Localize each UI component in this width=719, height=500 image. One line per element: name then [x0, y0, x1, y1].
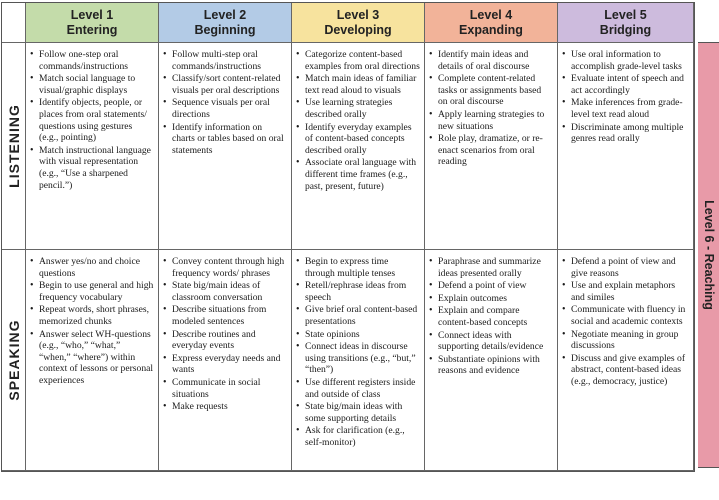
descriptor-item: • Ask for clarification (e.g., self-monitor) [294, 425, 420, 448]
level-header-4 [425, 3, 558, 43]
level-subtitle: Developing [324, 22, 392, 37]
descriptor-item: • Repeat words, short phrases, memorized chunks [28, 304, 154, 327]
descriptor-item: • Follow multi-step oral commands/instructions [161, 49, 287, 72]
descriptor-item: • Answer yes/no and choice questions [28, 256, 154, 279]
descriptor-item: • Begin to use general and high frequency vocabulary [28, 280, 154, 303]
level-subtitle: Beginning [194, 22, 256, 37]
descriptor-item: • Evaluate intent of speech and act accordingly [560, 73, 689, 96]
descriptor-item: • Categorize content-based examples from oral directions [294, 49, 420, 72]
descriptor-item: • Convey content through high frequency words/ phrases [161, 256, 287, 279]
descriptor-item: • Substantiate opinions with reasons and evidence [427, 354, 553, 377]
descriptor-item: • Describe routines and everyday events [161, 329, 287, 352]
level-title: Level 1 [70, 7, 114, 22]
level-title: Level 5 [604, 7, 647, 22]
descriptor-item: • Classify/sort content-related visuals per oral descriptions [161, 73, 287, 96]
descriptor-cell [26, 250, 159, 471]
descriptor-item: • Communicate with fluency in social and academic contexts [560, 304, 689, 327]
descriptor-item: • Begin to express time through multiple tenses [294, 256, 420, 279]
descriptor-item: • Answer select WH-questions (e.g., “who,” “what,” “when,” “where”) within context of lessons or personal experiences [28, 329, 154, 387]
level-header-2 [159, 3, 292, 43]
descriptor-item: • Give brief oral content-based presentations [294, 304, 420, 327]
descriptor-item: • Identify main ideas and details of oral discourse [427, 49, 553, 72]
descriptor-item: • Match instructional language with visual representation (e.g., “Use a sharpened pencil.”) [28, 145, 154, 191]
descriptor-item: • State big/main ideas with some supporting details [294, 401, 420, 424]
row-header-listening [2, 43, 26, 250]
level-header-1 [26, 3, 159, 43]
descriptor-item: • Paraphrase and summarize ideas presented orally [427, 256, 553, 279]
descriptor-item: • Negotiate meaning in group discussions [560, 329, 689, 352]
level-header-5 [558, 3, 694, 43]
level-title: Level 2 [203, 7, 247, 22]
descriptor-item: • Explain and compare content-based concepts [427, 305, 553, 328]
descriptor-item: • Make requests [161, 401, 287, 413]
descriptor-item: • Identify objects, people, or places from oral statements/ questions using gestures (e.g., pointing) [28, 97, 154, 143]
descriptor-item: • Use different registers inside and outside of class [294, 377, 420, 400]
descriptor-cell [292, 250, 425, 471]
descriptor-list [161, 256, 287, 413]
descriptor-list [294, 256, 420, 449]
level-subtitle: Bridging [599, 22, 652, 37]
descriptor-item: • Describe situations from modeled sentences [161, 304, 287, 327]
descriptor-item: • State big/main ideas of classroom conversation [161, 280, 287, 303]
descriptor-cell [292, 43, 425, 250]
descriptor-item: • Discuss and give examples of abstract, content-based ideas (e.g., democracy, justice) [560, 353, 689, 388]
level-header-3 [292, 3, 425, 43]
descriptor-list [294, 49, 420, 192]
descriptor-item: • Sequence visuals per oral directions [161, 97, 287, 120]
descriptor-item: • Explain outcomes [427, 293, 553, 305]
row-label: SPEAKING [5, 319, 22, 401]
descriptor-item: • Defend a point of view and give reasons [560, 256, 689, 279]
descriptor-cell [159, 43, 292, 250]
descriptor-item: • Use and explain metaphors and similes [560, 280, 689, 303]
descriptor-item: • Apply learning strategies to new situations [427, 109, 553, 132]
table-corner [2, 3, 26, 43]
proficiency-table [1, 2, 695, 472]
descriptor-list [560, 256, 689, 388]
descriptor-item: • Connect ideas with supporting details/evidence [427, 330, 553, 353]
descriptor-item: • Identify information on charts or tables based on oral statements [161, 122, 287, 157]
descriptor-cell [425, 43, 558, 250]
descriptor-list [161, 49, 287, 156]
descriptor-item: • Role play, dramatize, or re-enact scenarios from oral reading [427, 133, 553, 168]
row-label: LISTENING [5, 104, 22, 188]
descriptor-item: • Follow one-step oral commands/instructions [28, 49, 154, 72]
descriptor-cell [425, 250, 558, 471]
level-6-label: Level 6 - Reaching [701, 200, 716, 310]
descriptor-item: • Defend a point of view [427, 280, 553, 292]
descriptor-item: • Connect ideas in discourse using transitions (e.g., “but,” “then”) [294, 341, 420, 376]
level-subtitle: Expanding [459, 22, 523, 37]
descriptor-list [28, 49, 154, 191]
descriptor-cell [558, 43, 694, 250]
level-title: Level 3 [336, 7, 380, 22]
level-subtitle: Entering [66, 22, 118, 37]
descriptor-item: • Identify everyday examples of content-based concepts described orally [294, 122, 420, 157]
row-header-speaking [2, 250, 26, 471]
level-title: Level 4 [469, 7, 513, 22]
descriptor-item: • Use oral information to accomplish grade-level tasks [560, 49, 689, 72]
descriptor-item: • Complete content-related tasks or assignments based on oral discourse [427, 73, 553, 108]
descriptor-item: • Use learning strategies described orally [294, 97, 420, 120]
descriptor-cell [26, 43, 159, 250]
level-6-banner [698, 42, 719, 468]
descriptor-item: • Discriminate among multiple genres read orally [560, 122, 689, 145]
descriptor-item: • Express everyday needs and wants [161, 353, 287, 376]
descriptor-item: • Make inferences from grade-level text read aloud [560, 97, 689, 120]
descriptor-item: • Match social language to visual/graphic displays [28, 73, 154, 96]
descriptor-list [28, 256, 154, 387]
descriptor-list [427, 49, 553, 168]
descriptor-item: • Retell/rephrase ideas from speech [294, 280, 420, 303]
descriptor-item: • Match main ideas of familiar text read aloud to visuals [294, 73, 420, 96]
descriptor-item: • State opinions [294, 329, 420, 341]
descriptor-item: • Communicate in social situations [161, 377, 287, 400]
descriptor-cell [159, 250, 292, 471]
descriptor-list [560, 49, 689, 145]
descriptor-list [427, 256, 553, 377]
descriptor-cell [558, 250, 694, 471]
descriptor-item: • Associate oral language with different time frames (e.g., past, present, future) [294, 157, 420, 192]
